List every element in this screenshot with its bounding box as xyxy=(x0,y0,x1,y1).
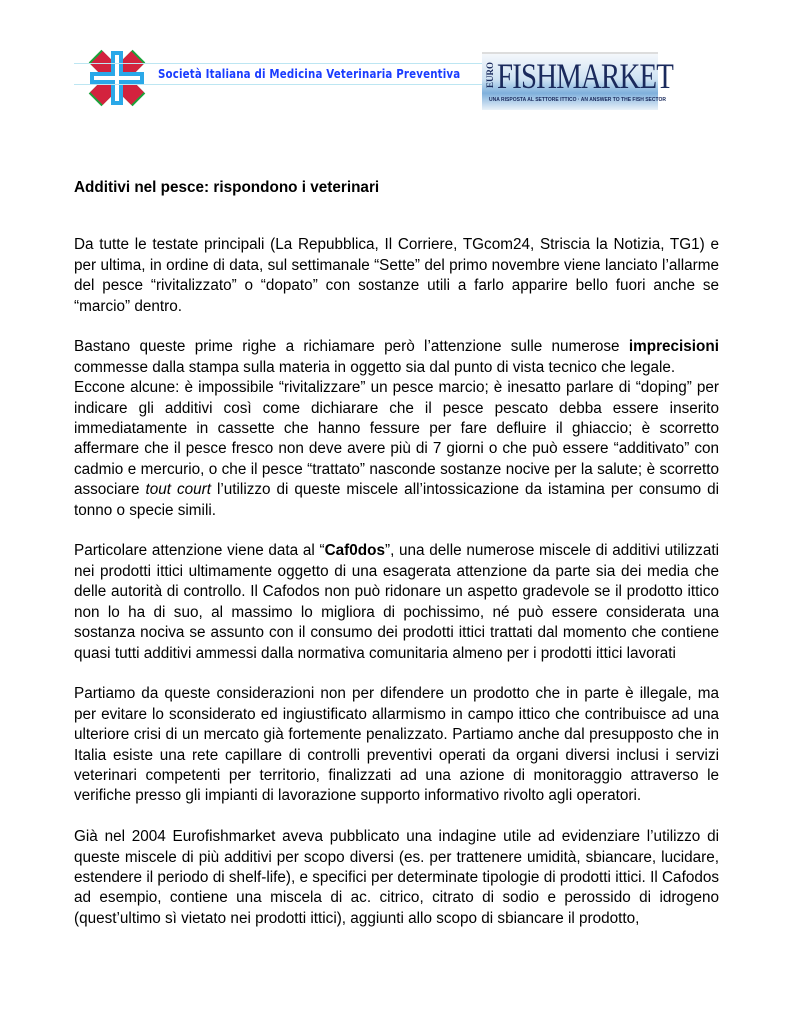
society-name: Società Italiana di Medicina Veterinaria Preventiva xyxy=(158,66,461,81)
paragraph xyxy=(74,337,719,521)
text-segment: l’utilizzo di queste miscele all’intossicazione da istamina per consumo di tonno o specie simili. xyxy=(74,481,719,519)
paragraph xyxy=(74,235,719,317)
logo-name: FISHMARKET xyxy=(497,56,674,96)
simvep-cross-logo xyxy=(84,45,150,111)
paragraph xyxy=(74,684,719,806)
text-segment: commesse dalla stampa sulla materia in oggetto sia dal punto di vista tecnico che legale. xyxy=(74,358,676,376)
text-segment: Bastano queste prime righe a richiamare però l’attenzione sulle numerose xyxy=(74,338,629,356)
paragraph xyxy=(74,827,719,929)
paragraph xyxy=(74,541,719,663)
header-rule xyxy=(74,63,484,64)
article-body xyxy=(74,235,719,929)
text-segment: Partiamo da queste considerazioni non per difendere un prodotto che in parte è illegale, ma per evitare lo sconsiderato ed ingiustificato allarmismo in campo ittico che contribuisce ad una ulteriore crisi di un mercato già fortemente penalizzato. Partiamo anche dal presupposto che in Italia esiste una rete capillare di controlli preventivi operati da organi diversi inclusi i servizi veterinari competenti per territorio, finalizzati ad una azione di monitoraggio attraverso le verifiche presso gli impianti di lavorazione supporto informativo rivolto agli operatori. xyxy=(74,685,719,805)
text-segment: imprecisioni xyxy=(628,338,719,356)
text-segment: Eccone alcune: è impossibile “rivitalizzare” un pesce marcio; è inesatto parlare di “doping” per indicare gli additivi così come dichiarare che il pesce pescato debba essere inserito immediatamente in cassette che hanno fessure per fare defluire il ghiaccio; è scorretto affermare che il pesce fresco non deve avere più di 7 giorni o che può essere “additivato” con cadmio e mercurio, o che il pesce “trattato” nasconde sostanze nocive per la salute; è scorretto associare xyxy=(74,379,719,499)
article-title: Additivi nel pesce: rispondono i veterinari xyxy=(74,179,380,196)
header-rule xyxy=(74,84,484,85)
eurofishmarket-logo xyxy=(482,52,674,110)
article xyxy=(74,178,719,950)
logo-tagline: UNA RISPOSTA AL SETTORE ITTICO · AN ANSWER TO THE FISH SECTOR xyxy=(489,97,666,103)
text-segment: ”, una delle numerose miscele di additivi utilizzati nei prodotti ittici ultimamente oggetto di una esagerata attenzione da parte sia dei media che delle autorità di controllo. Il Cafodos non può ridonare un aspetto gradevole se il prodotto ittico non lo ha di suo, al massimo lo migliora di pochissimo, né può essere considerata una sostanza nociva se assunto con il consumo dei prodotti ittici trattati dal momento che contiene quasi tutti additivi ammessi dalla normativa comunitaria almeno per i prodotti ittici lavorati xyxy=(74,542,719,662)
text-segment: tout court xyxy=(145,481,211,499)
text-segment: Già nel 2004 Eurofishmarket aveva pubblicato una indagine utile ad evidenziare l’utilizzo di queste miscele di più additivi per scopo diversi (es. per trattenere umidità, sbiancare, lucidare, estendere il periodo di shelf-life), e specifici per determinate tipologie di prodotti ittici. Il Cafodos ad esempio, contiene una miscela di ac. citrico, citrato di sodio e perossido di idrogeno (quest’ultimo sì vietato nei prodotti ittici), aggiunti allo scopo di sbiancare il prodotto, xyxy=(74,828,719,927)
logo-prefix: EURO xyxy=(485,62,495,89)
text-segment: Da tutte le testate principali (La Repubblica, Il Corriere, TGcom24, Striscia la Notizia, TG1) e per ultima, in ordine di data, sul settimanale “Sette” del primo novembre viene lanciato l’allarme del pesce “rivitalizzato” o “dopato” con sostanze utili a farlo apparire bello fuori anche se “marcio” dentro. xyxy=(74,236,719,315)
text-segment: Caf0dos xyxy=(324,542,385,560)
text-segment: Particolare attenzione viene data al “ xyxy=(74,542,325,560)
